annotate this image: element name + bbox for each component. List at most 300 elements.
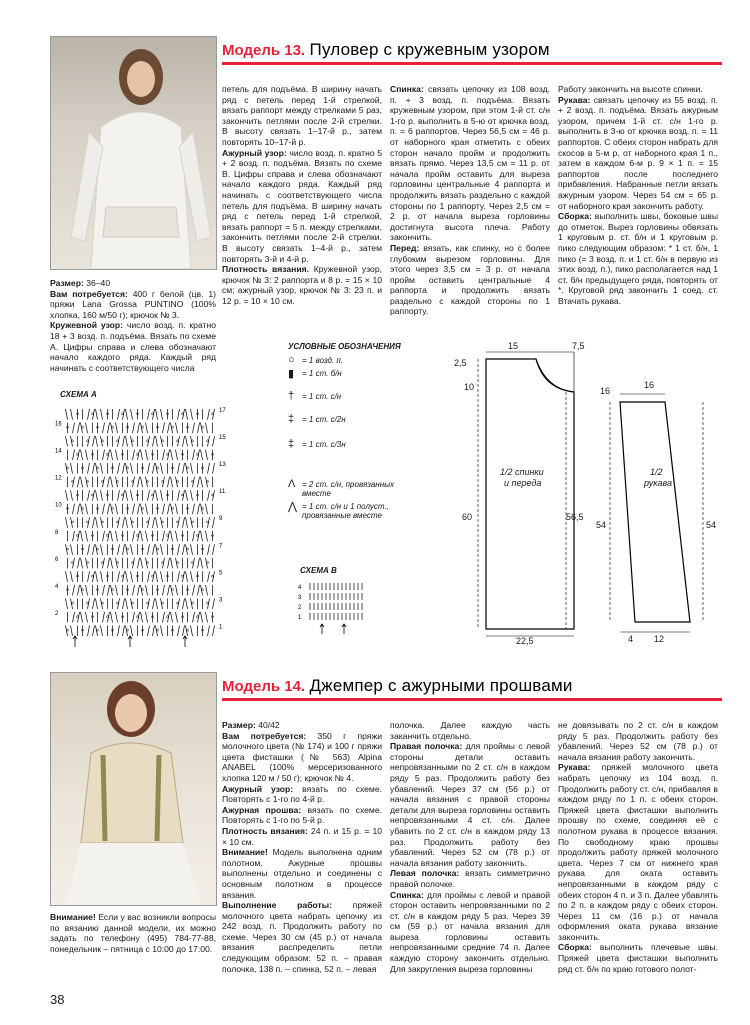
stitch-mark [88,571,90,582]
legend-symbol-icon: Λ [288,478,296,490]
stitch-mark [176,423,178,434]
chain-mark [117,521,119,523]
stitch-mark [161,625,163,636]
stitch-mark [156,436,158,447]
sleeve-dim-b1: 4 [628,634,634,644]
paragraph-heading: Вам потребуется: [222,730,307,741]
chain-mark [192,521,194,523]
stitch-mark [176,504,178,515]
stitch-mark [156,571,158,582]
stitch-mark [111,450,113,461]
chain-mark [127,629,129,631]
paragraph-text: Работу закончить на высоте спинки. [558,84,703,94]
stitch-mark [138,585,140,596]
m13c2-paragraph [222,264,382,306]
paragraph-text: для проймы с левой и правой сторон оставить непровязанными по 2 ст. с/н в каждом ряду 5 раз. Через 39 см (59 р.) от начала вязания для выреза горловины оставить непровязанными средние 74 п. Далее каждую сторону закончить отдельно. Для закругления выреза горловины [390,889,550,974]
paragraph-text: вязать симметрично правой полочке. [390,868,550,889]
legend-symbol-icon: † [288,390,295,402]
stitch-mark [208,490,210,501]
paragraph-text: вязать по схеме. Повторять с 1-го по 4-й р. [222,783,383,805]
body-dim-top: 15 [508,341,519,351]
m14c1-paragraph [222,847,382,900]
chain-mark [202,507,204,509]
stitch-mark [163,585,165,596]
stitch-mark [141,558,143,569]
chain-mark [102,562,104,564]
chain-mark [122,494,124,496]
stitch-mark [186,490,188,501]
legend-title: УСЛОВНЫЕ ОБОЗНАЧЕНИЯ [288,342,401,351]
scheme-a-row-label: 8 [55,529,59,536]
scheme-a-row-label: 11 [219,489,226,496]
stitch-mark [108,558,110,569]
stitch-mark [88,409,90,420]
chain-mark [127,548,129,550]
chain-mark [67,548,69,550]
chain-mark [187,467,189,469]
stitch-mark [133,423,135,434]
stitch-mark [156,598,158,609]
chain-mark [142,589,144,591]
chain-mark [122,575,124,577]
stitch-mark [141,477,143,488]
stitch-mark [126,571,128,582]
stitch-mark [133,585,135,596]
scheme-a-row-label: 6 [55,556,59,563]
stitch-mark [168,423,170,434]
scheme-a-row-label: 5 [219,570,223,577]
stitch-mark [131,409,133,420]
m14c1-paragraph [222,826,382,847]
chain-mark [72,440,74,442]
chain-mark [132,440,134,442]
stitch-mark [193,450,195,461]
chain-mark [197,535,199,537]
paragraph-heading: Рукава: [558,762,591,773]
stitch-mark [146,504,148,515]
stitch-mark [193,531,195,542]
chain-mark [172,426,174,428]
chain-mark [97,467,99,469]
paragraph-heading: Размер: [222,720,256,730]
chain-mark [207,521,209,523]
chain-mark [117,480,119,482]
paragraph-heading: Рукава: [558,94,591,105]
stitch-mark [73,450,75,461]
chain-mark [102,480,104,482]
stitch-mark [208,544,210,555]
paragraph-text: пряжей молочного цвета набрать цепочку из 242 возд. п. Продолжить работу по схеме. Через 30 см (45 р.) от начала вязания распределить петли следующим образом: 52 п. – правая полочка, 138 п. – спинка, 52 п. – левая [222,900,382,974]
chain-mark [72,480,74,482]
chain-mark [147,440,149,442]
stitch-mark [171,450,173,461]
stitch-mark [213,517,215,528]
stitch-mark [206,423,208,434]
stitch-mark [71,625,73,636]
m14c3-paragraph [558,762,718,942]
scheme-a-row-label: 4 [55,583,59,590]
chain-mark [187,629,189,631]
chain-mark [132,480,134,482]
chain-mark [67,467,69,469]
stitch-mark [101,409,103,420]
paragraph-text: 36–40 [83,278,111,288]
stitch-mark [73,612,75,623]
stitch-mark [126,517,128,528]
stitch-mark [123,517,125,528]
stitch-mark [213,625,215,636]
chain-mark [212,413,214,415]
model14-photo [50,672,217,906]
stitch-mark [66,517,68,528]
stitch-mark [176,450,178,461]
stitch-mark [153,463,155,474]
chain-mark [87,562,89,564]
body-dim-arm: 16 [600,386,611,396]
stitch-mark [183,463,185,474]
stitch-mark [86,585,88,596]
stitch-mark [141,450,143,461]
stitch-mark [88,544,90,555]
chain-mark [72,521,74,523]
stitch-mark [78,504,80,515]
m14c1-paragraph [222,720,382,731]
chain-mark [107,535,109,537]
stitch-mark [206,450,208,461]
stitch-mark [88,490,90,501]
stitch-mark [161,544,163,555]
stitch-mark [81,558,83,569]
chain-mark [142,507,144,509]
chain-mark [77,535,79,537]
stitch-mark [156,409,158,420]
paragraph-heading: Перед: [390,242,420,253]
stitch-mark [131,544,133,555]
paragraph-text: 40/42 [255,720,280,730]
m14c2-paragraph [390,720,550,741]
stitch-mark [198,477,200,488]
stitch-mark [78,477,80,488]
chain-mark [82,426,84,428]
m13c1-paragraph [50,289,216,321]
stitch-mark [111,612,113,623]
m14c3-paragraph [558,720,718,762]
m13c3-paragraph [390,84,550,243]
stitch-mark [116,450,118,461]
stitch-mark [186,436,188,447]
body-label-1: 1/2 спинки [500,467,544,477]
model13-photo [50,36,217,270]
m14c1-paragraph [222,731,382,784]
legend-item: = 1 ст. с/2н [302,415,346,424]
legend-item: = 1 ст. с/н [302,392,342,401]
stitch-mark [138,504,140,515]
chain-mark [112,426,114,428]
stitch-mark [201,558,203,569]
stitch-mark [93,598,95,609]
paragraph-text: связать цепочку из 55 возд. п. + 2 возд. п. подъёма. Вязать ажурным узором, причем 1-й ст. с/н 1-го р. выполнить в 3-ю от крючка возд. п. = 11 раппортов. С обеих сторон набрать для скосов в 5-м р. от наборного края 1 п., затем в каждом 6-м р. 9 × 1 п. = 15 раппортов после последнего прибавления. Набранные петли вязать ажурным узором. Через 54 см = 65 р. от наборного края закончить работу. [558,94,718,211]
m13c4-paragraph [558,211,718,306]
chain-mark [132,602,134,604]
sleeve-label-1: 1/2 [650,467,663,477]
chain-mark [102,440,104,442]
stitch-mark [161,571,163,582]
stitch-mark [116,612,118,623]
model14-number: Модель 14. [222,678,306,695]
scheme-b-row-label: 2 [298,605,302,611]
stitch-mark [201,477,203,488]
paragraph-heading: Внимание! [50,912,96,922]
stitch-mark [206,585,208,596]
chain-mark [92,575,94,577]
stitch-mark [71,571,73,582]
stitch-mark [148,544,150,555]
stitch-mark [186,571,188,582]
model14-col3 [558,720,718,974]
paragraph-heading: Размер: [50,278,84,288]
legend-item: = 1 ст. с/н и 1 полуст., провязанные вместе [302,502,389,520]
chain-mark [162,562,164,564]
chain-mark [207,562,209,564]
stitch-mark [156,490,158,501]
stitch-mark [183,517,185,528]
stitch-mark [213,463,215,474]
stitch-mark [123,463,125,474]
legend-symbol-icon: ⋀ [288,501,298,513]
stitch-mark [201,450,203,461]
chain-mark [172,507,174,509]
chain-mark [67,629,69,631]
stitch-mark [66,571,68,582]
stitch-mark [176,585,178,596]
chain-mark [82,507,84,509]
chain-mark [97,629,99,631]
stitch-mark [153,517,155,528]
scheme-b-row-label: 3 [298,595,302,601]
stitch-mark [138,423,140,434]
stitch-mark [191,625,193,636]
stitch-mark [93,544,95,555]
stitch-mark [103,585,105,596]
stitch-mark [183,598,185,609]
scheme-a-row-label: 14 [55,448,62,455]
chain-mark [132,521,134,523]
chain-mark [192,440,194,442]
stitch-mark [141,612,143,623]
stitch-mark [148,409,150,420]
stitch-mark [208,463,210,474]
stitch-mark [131,490,133,501]
chain-mark [192,562,194,564]
stitch-mark [131,625,133,636]
stitch-mark [126,409,128,420]
chain-mark [117,602,119,604]
stitch-mark [191,490,193,501]
pattern-body [466,344,606,644]
stitch-mark [78,558,80,569]
stitch-mark [118,544,120,555]
stitch-mark [118,490,120,501]
chain-mark [182,575,184,577]
stitch-mark [138,558,140,569]
chain-mark [177,521,179,523]
stitch-mark [163,612,165,623]
chain-mark [197,453,199,455]
stitch-mark [81,612,83,623]
stitch-mark [156,517,158,528]
stitch-mark [131,463,133,474]
chain-mark [202,589,204,591]
stitch-mark [118,463,120,474]
body-dim-side: 56,5 [566,512,584,522]
stitch-mark [73,423,75,434]
chain-mark [147,562,149,564]
paragraph-heading: Плотность вязания: [222,825,308,836]
legend-item: = 1 ст. б/н [302,369,342,378]
stitch-mark [123,625,125,636]
stitch-mark [103,531,105,542]
stitch-mark [118,571,120,582]
stitch-mark [111,477,113,488]
chain-mark [177,562,179,564]
stitch-mark [96,571,98,582]
stitch-mark [191,409,193,420]
stitch-mark [161,463,163,474]
chain-mark [92,494,94,496]
scheme-a-row-label: 3 [219,597,223,604]
stitch-mark [108,423,110,434]
paragraph-heading: Ажурный узор: [222,783,294,794]
m13c4-paragraph [558,84,718,95]
chain-mark [207,602,209,604]
paragraph-text: число возд. п. кратно 18 + 3 возд. п. подъёма. Вязать по схеме А. Цифры справа и слева обозначают начало каждого ряда. Каждый ряд начинать с соответствующего числа [50,320,216,373]
stitch-mark [116,585,118,596]
stitch-mark [116,423,118,434]
stitch-mark [78,423,80,434]
stitch-mark [126,598,128,609]
stitch-mark [101,625,103,636]
m14c2-paragraph [390,741,550,868]
scheme-a-row-label: 13 [219,462,226,469]
stitch-mark [153,544,155,555]
paragraph-text: 24 п. и 15 р. = 10 × 10 см. [222,825,382,847]
m13c3-paragraph [390,243,550,317]
stitch-mark [123,544,125,555]
model13-number: Модель 13. [222,42,306,59]
stitch-mark [86,450,88,461]
stitch-mark [86,531,88,542]
stitch-mark [163,450,165,461]
scheme-a-row-label: 17 [219,408,226,414]
scheme-a-row-label: 12 [55,475,62,482]
paragraph-text: Модель выполнена одним полотном. Ажурные прошвы выполнены отдельно и соединены с основным полотном в процессе вязания. [222,847,382,900]
model14-col1 [222,720,382,974]
paragraph-heading: Ажурная прошва: [222,804,302,815]
chain-mark [157,548,159,550]
chain-mark [152,494,154,496]
stitch-mark [133,504,135,515]
stitch-mark [71,463,73,474]
stitch-mark [176,531,178,542]
body-dim-neck: 7,5 [572,341,585,351]
stitch-mark [101,571,103,582]
chain-mark [182,494,184,496]
legend-item: = 1 ст. с/3н [302,440,346,449]
chain-mark [157,629,159,631]
body-label-2: и переда [504,478,542,488]
m13c2-paragraph [222,84,382,148]
legend-symbol-icon: ‡ [288,413,295,425]
stitch-mark [81,477,83,488]
stitch-mark [146,612,148,623]
stitch-mark [153,598,155,609]
chain-mark [77,453,79,455]
model14-heading: Джемпер с ажурными прошвами [309,676,573,695]
chain-mark [192,602,194,604]
stitch-mark [118,625,120,636]
stitch-mark [161,490,163,501]
chain-mark [177,602,179,604]
stitch-mark [88,625,90,636]
paragraph-text: 400 г белой (цв. 1) пряжи Lana Grossa PUNTINO (100% хлопка, 160 м/50 г); крючок № 3. [50,288,216,320]
model13-figure [51,37,216,269]
paragraph-text: связать цепочку из 108 возд. п. + 3 возд. п. подъёма. Вязать кружевным узором, при этом 1-й ст. с/н 1-го р. выполнить в 5-ю от крючка возд. п. = 6 раппортов. Через 56,5 см = 46 р. от наборного края отметить с обеих сторон начало пройм и продолжить вязать прямо. Через 13,5 см = 11 р. от начала пройм оставить для выреза горловины центральные 4 раппорта и продолжить вязать раздельно с каждой стороны по 1 раппорту. Через 2,5 см = 2 р. от начала выреза горловины достигнута высота плеча. Работу закончить. [390,84,550,243]
chain-mark [177,480,179,482]
legend-item: = 2 ст. с/н, провязанных вместе [302,480,394,498]
paragraph-text: 350 г пряжи молочного цвета (№ 174) и 100 г пряжи цвета фисташки (№ 563) Alpina ANABEL (100% мерсеризованного хлопка 120 м / 50 г); крючок № 4. [222,730,382,783]
stitch-mark [178,571,180,582]
stitch-mark [133,531,135,542]
m13c2-paragraph [222,148,382,265]
m14c2-paragraph [390,868,550,889]
m13c1-paragraph [50,320,216,373]
model14-col2 [390,720,550,974]
body-dim-left: 2,5 [454,358,467,368]
scheme-a-row-label: 7 [219,543,223,550]
stitch-mark [108,477,110,488]
stitch-mark [88,463,90,474]
stitch-mark [168,504,170,515]
stitch-mark [86,612,88,623]
stitch-mark [96,517,98,528]
arrow-up-icon [128,636,132,647]
stitch-mark [176,612,178,623]
model14-note [50,912,216,954]
chain-mark [137,453,139,455]
body-dim-bottom: 22,5 [516,636,534,646]
stitch-mark [146,423,148,434]
stitch-mark [71,490,73,501]
model13-col4 [558,84,718,306]
sleeve-dim-top: 16 [644,380,655,390]
stitch-mark [208,571,210,582]
stitch-mark [198,585,200,596]
chain-mark [137,535,139,537]
legend-symbol-icon: ‡ [288,438,295,450]
stitch-mark [116,531,118,542]
stitch-mark [168,558,170,569]
chain-mark [167,453,169,455]
stitch-mark [168,585,170,596]
stitch-mark [96,490,98,501]
stitch-mark [186,409,188,420]
stitch-mark [171,558,173,569]
stitch-mark [148,463,150,474]
model13-heading: Пуловер с кружевным узором [309,40,550,59]
paragraph-text: выполнить плечевые швы. Пряжей цвета фисташки выполнить ряд ст. б/н по краю готового полот- [558,942,718,974]
body-dim-height: 60 [462,512,473,522]
stitch-mark [186,598,188,609]
